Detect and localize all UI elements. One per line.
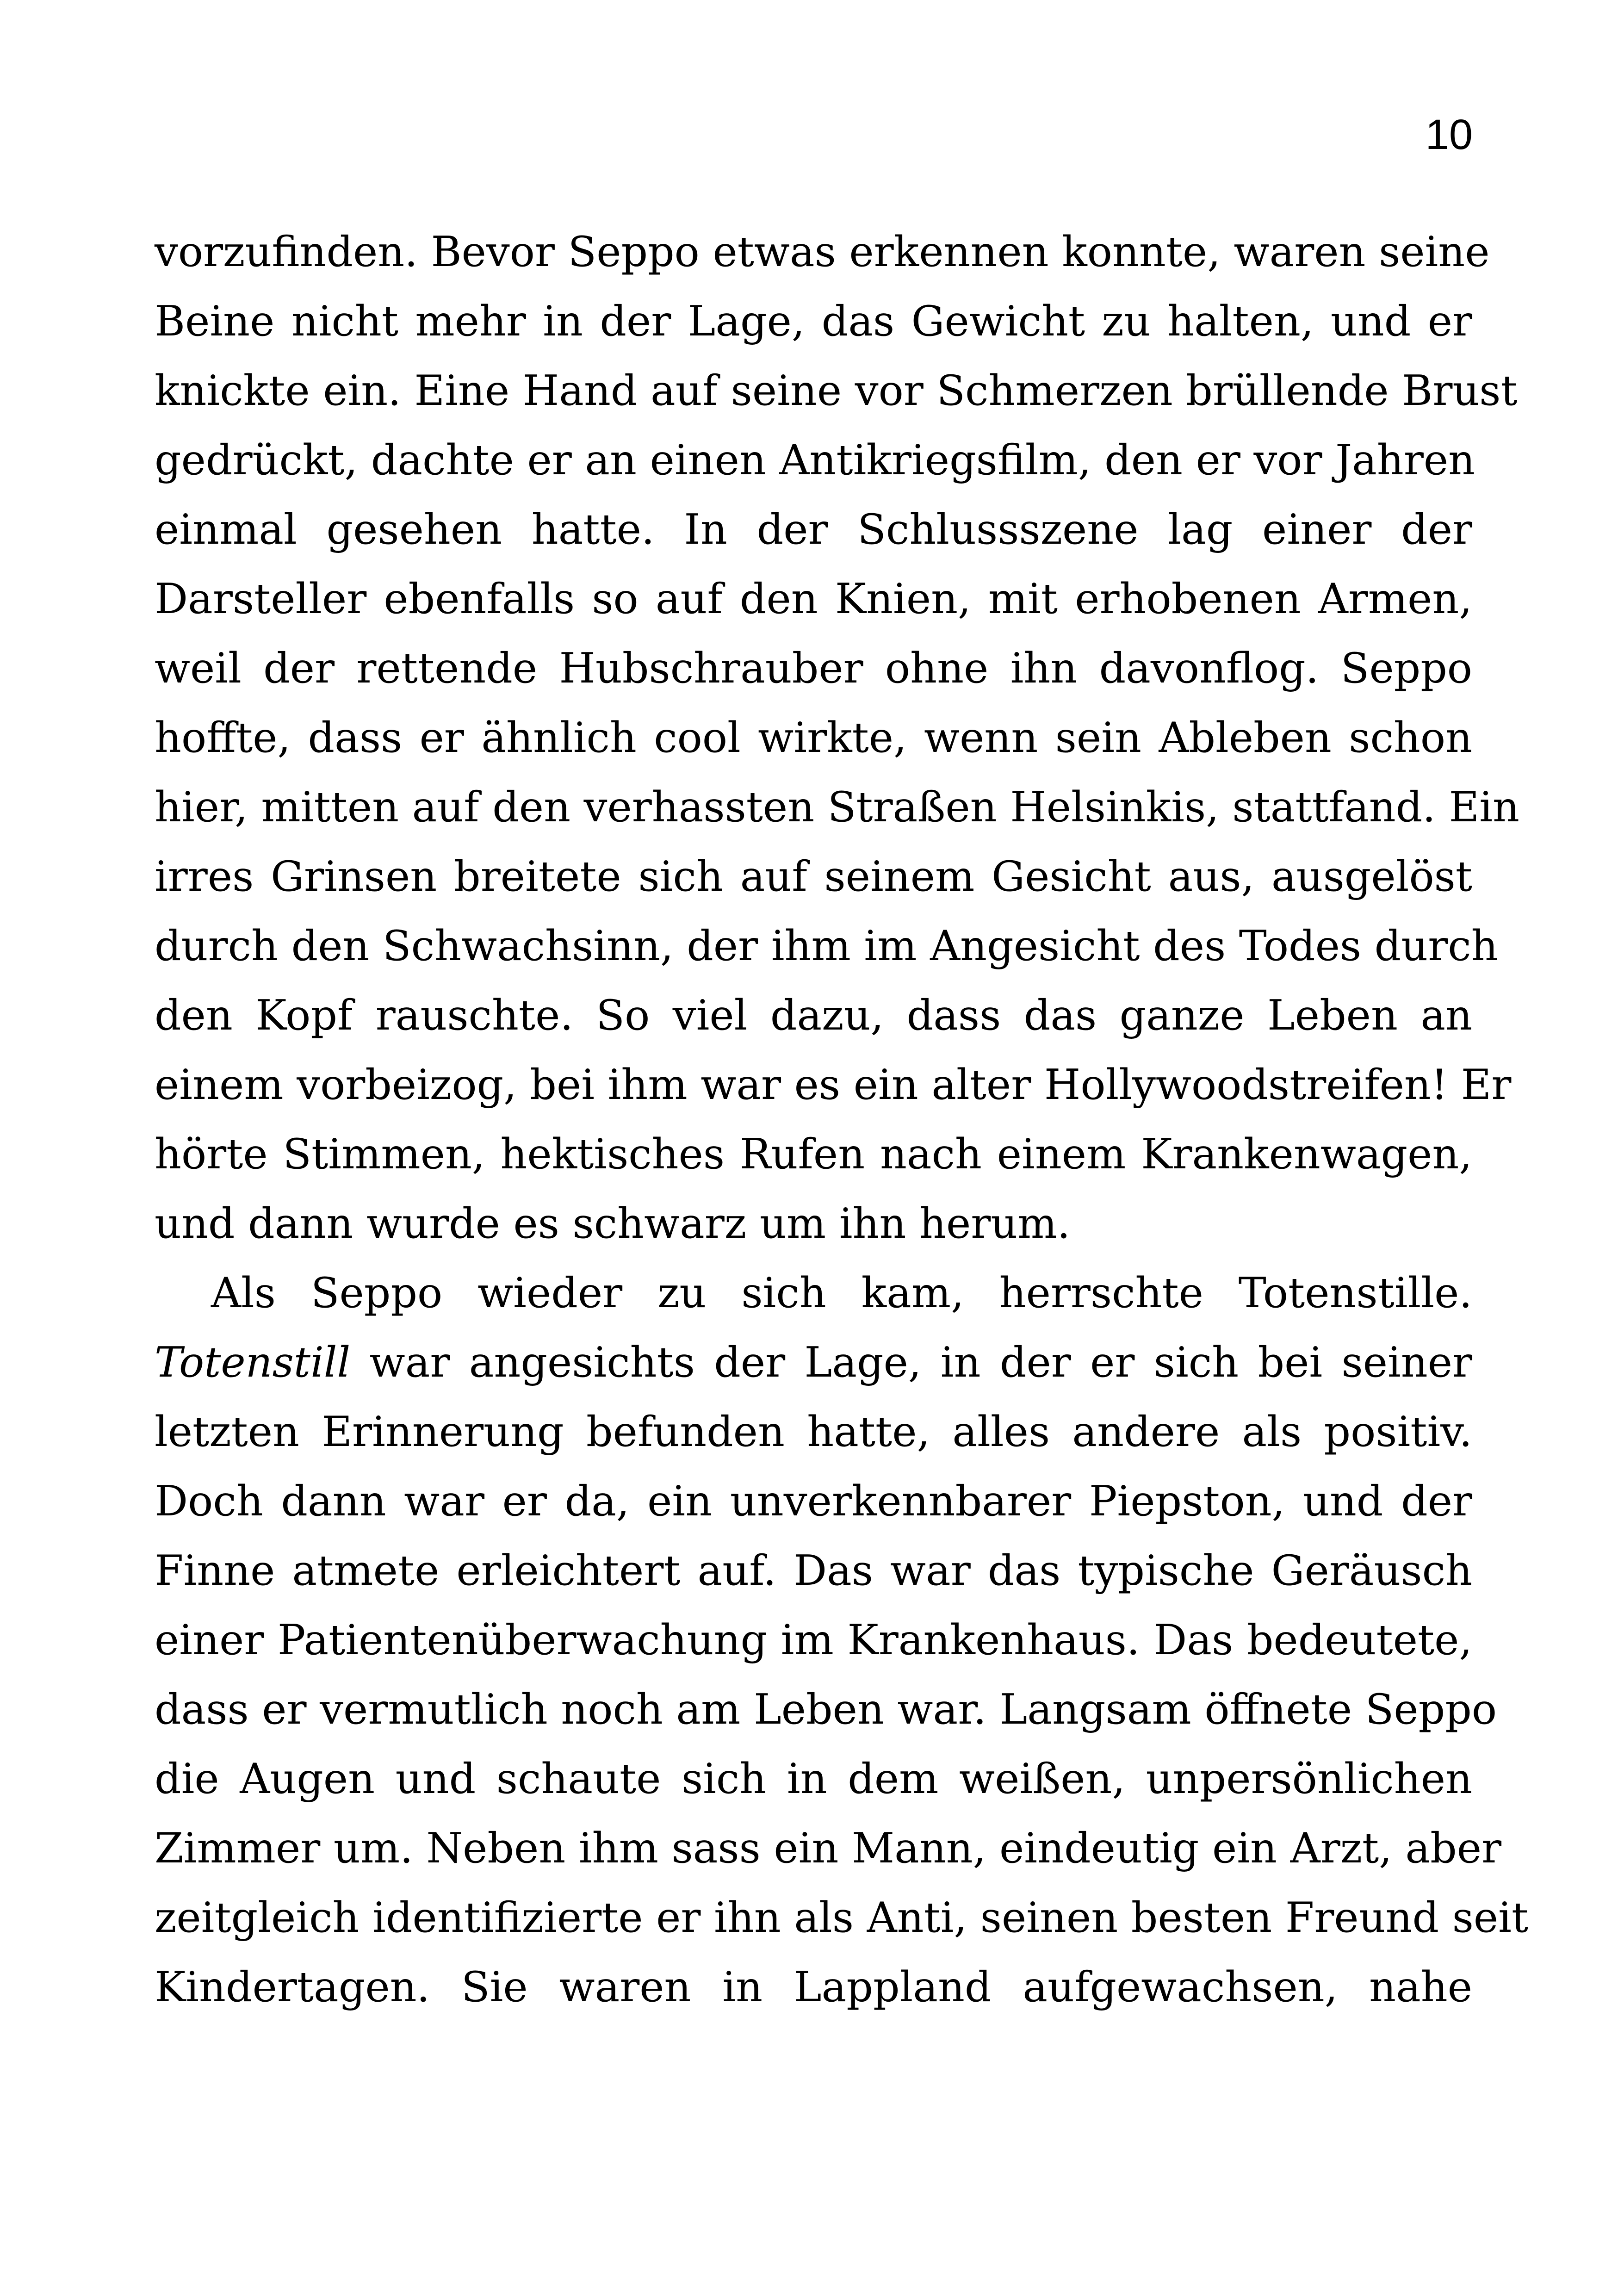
paragraph (155, 217, 1519, 1259)
text-line: Darsteller ebenfalls so auf den Knien, mit erhobenen Armen, (155, 575, 1472, 623)
text-line: dass er vermutlich noch am Leben war. Langsam öffnete Seppo (155, 1685, 1497, 1734)
text-line: hörte Stimmen, hektisches Rufen nach einem Krankenwagen, (155, 1130, 1472, 1179)
paragraph (155, 1259, 1529, 2022)
body-text (155, 217, 1529, 2022)
text-line: einmal gesehen hatte. In der Schlussszene lag einer der (155, 505, 1472, 554)
text-line: vorzufinden. Bevor Seppo etwas erkennen konnte, waren seine (155, 228, 1490, 276)
text-line: und dann wurde es schwarz um ihn herum. (155, 1199, 1071, 1248)
text-line: knickte ein. Eine Hand auf seine vor Schmerzen brüllende Brust (155, 366, 1518, 415)
text-line: Zimmer um. Neben ihm sass ein Mann, eindeutig ein Arzt, aber (155, 1824, 1501, 1873)
text-line: hoffte, dass er ähnlich cool wirkte, wenn sein Ableben schon (155, 714, 1472, 762)
text-segment: war angesichts der Lage, in der er sich bei seiner (350, 1338, 1472, 1387)
page-number: 10 (1425, 111, 1473, 158)
text-line: letzten Erinnerung befunden hatte, alles andere als positiv. (155, 1408, 1472, 1456)
text-line: hier, mitten auf den verhassten Straßen Helsinkis, stattfand. Ein (155, 783, 1519, 832)
text-line: Finne atmete erleichtert auf. Das war das typische Geräusch (155, 1546, 1472, 1595)
text-line: irres Grinsen breitete sich auf seinem Gesicht aus, ausgelöst (155, 852, 1472, 901)
text-line: die Augen und schaute sich in dem weißen, unpersönlichen (155, 1755, 1472, 1803)
text-line: einer Patientenüberwachung im Krankenhaus. Das bedeutete, (155, 1616, 1472, 1664)
text-line: Als Seppo wieder zu sich kam, herrschte Totenstille. (211, 1269, 1472, 1317)
italic-word: Totenstill (155, 1338, 351, 1387)
text-line: Doch dann war er da, ein unverkennbarer Piepston, und der (155, 1477, 1472, 1526)
text-line: zeitgleich identifizierte er ihn als Anti, seinen besten Freund seit (155, 1893, 1529, 1942)
text-line (155, 1328, 1472, 1397)
text-line: Beine nicht mehr in der Lage, das Gewicht zu halten, und er (155, 297, 1472, 346)
text-line: den Kopf rauschte. So viel dazu, dass das ganze Leben an (155, 991, 1472, 1040)
text-line: durch den Schwachsinn, der ihm im Angesicht des Todes durch (155, 922, 1498, 970)
text-line: einem vorbeizog, bei ihm war es ein alter Hollywoodstreifen! Er (155, 1061, 1512, 1109)
text-line: gedrückt, dachte er an einen Antikriegsfilm, den er vor Jahren (155, 436, 1475, 484)
text-line: weil der rettende Hubschrauber ohne ihn davonflog. Seppo (155, 644, 1472, 693)
text-line: Kindertagen. Sie waren in Lappland aufgewachsen, nahe (155, 1963, 1472, 2011)
